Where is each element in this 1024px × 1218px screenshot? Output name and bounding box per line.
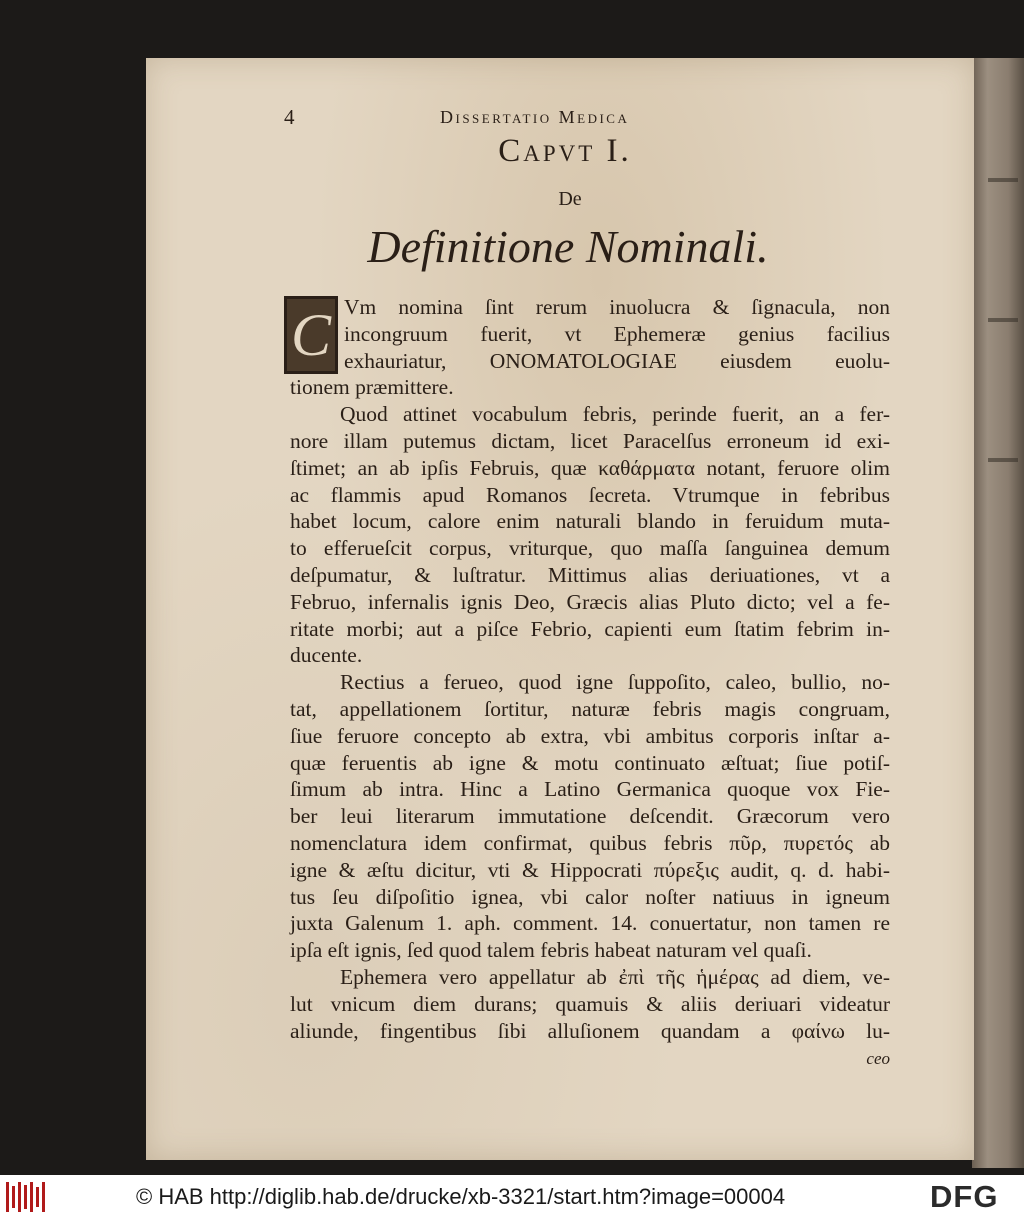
text-line: ſiue feruore concepto ab extra, vbi ambitus corporis inſtar a- xyxy=(290,723,890,748)
chapter-de: De xyxy=(558,188,582,210)
running-head xyxy=(284,100,890,132)
text-line: ſimum ab intra. Hinc a Latino Germanica quoque vox Fie- xyxy=(290,777,890,802)
text-line: tionem præmittere. xyxy=(290,375,454,400)
text-line: ber leui literarum immutatione deſcendit. Græcorum vero xyxy=(290,804,890,829)
running-title: Dissertatio Medica xyxy=(440,107,630,127)
text-line: to efferueſcit corpus, vriturque, quo maſſa ſanguinea demum xyxy=(290,536,890,561)
page-text xyxy=(284,100,890,1073)
decorated-initial: C xyxy=(284,296,338,374)
text-line: tus ſeu diſpoſitio ignea, vbi calor noſter natiuus in igneum xyxy=(290,884,890,909)
text-line: igne & æſtu dicitur, vti & Hippocrati πύρεξις audit, q. d. habi- xyxy=(290,857,890,882)
paragraph-4 xyxy=(290,964,890,1044)
edge-mark xyxy=(988,178,1018,182)
paragraph-2 xyxy=(290,401,890,669)
catchword: ceo xyxy=(866,1049,890,1069)
text-line: ac flammis apud Romanos ſecreta. Vtrumque in febribus xyxy=(290,482,890,507)
text-line: ipſa eſt ignis, ſed quod talem febris habeat naturam vel quaſi. xyxy=(290,938,812,963)
edge-mark xyxy=(988,458,1018,462)
text-line: Ephemera vero appellatur ab ἐπὶ τῆς ἡμέρας ad diem, ve- xyxy=(340,964,890,989)
text-line: habet locum, calore enim naturali blando in feruidum muta- xyxy=(290,509,890,534)
library-logo-icon xyxy=(6,1182,46,1212)
text-line: Februo, infernalis ignis Deo, Græcis alias Pluto dicto; vel a fe- xyxy=(290,589,890,614)
footer-bar xyxy=(0,1175,1024,1218)
text-line: tat, appellationem ſortitur, naturæ febris magis congruam, xyxy=(290,696,890,721)
text-line: Quod attinet vocabulum febris, perinde fuerit, an a fer- xyxy=(340,402,890,427)
text-line: ritate morbi; aut a piſce Febrio, capienti eum ſtatim febrim in- xyxy=(290,616,890,641)
chapter-title: Definitione Nominali. xyxy=(367,221,769,272)
text-line: exhauriatur, ONOMATOLOGIAE eiusdem euolu- xyxy=(344,348,890,373)
text-line: aliunde, fingentibus ſibi alluſionem quandam a φαίνω lu- xyxy=(290,1018,890,1043)
text-line: incongruum fuerit, vt Ephemeræ genius facilius xyxy=(344,321,890,346)
chapter-heading: Capvt I. xyxy=(498,133,632,169)
text-line: juxta Galenum 1. aph. comment. 14. conuertatur, non tamen re xyxy=(290,911,890,936)
text-line: ducente. xyxy=(290,643,363,668)
text-line: ſtimet; an ab ipſis Februis, quæ καθάρματα notant, feruore olim xyxy=(290,455,890,480)
text-line: quæ feruentis ab igne & motu continuato æſtuat; ſiue potiſ- xyxy=(290,750,890,775)
text-line: nore illam putemus dictam, licet Paracelſus erroneum id exi- xyxy=(290,428,890,453)
dfg-logo: DFG xyxy=(930,1179,999,1214)
text-line: deſpumatur, & luſtratur. Mittimus alias deriuationes, vt a xyxy=(290,562,890,587)
text-line: lut vnicum diem durans; quamuis & aliis deriuari videatur xyxy=(290,991,890,1016)
citation-link[interactable]: © HAB http://diglib.hab.de/drucke/xb-3321/start.htm?image=00004 xyxy=(136,1184,786,1209)
text-line: Rectius a ferueo, quod igne ſuppoſito, caleo, bullio, no- xyxy=(340,670,890,695)
page-number: 4 xyxy=(284,105,295,129)
edge-mark xyxy=(988,318,1018,322)
text-line: Vm nomina ſint rerum inuolucra & ſignacula, non xyxy=(344,295,890,319)
text-line: nomenclatura idem confirmat, quibus febris πῦρ, πυρετός ab xyxy=(290,830,890,855)
paragraph-1 xyxy=(290,294,890,401)
adjacent-page-edge xyxy=(972,58,1024,1168)
paragraph-3 xyxy=(290,669,890,964)
